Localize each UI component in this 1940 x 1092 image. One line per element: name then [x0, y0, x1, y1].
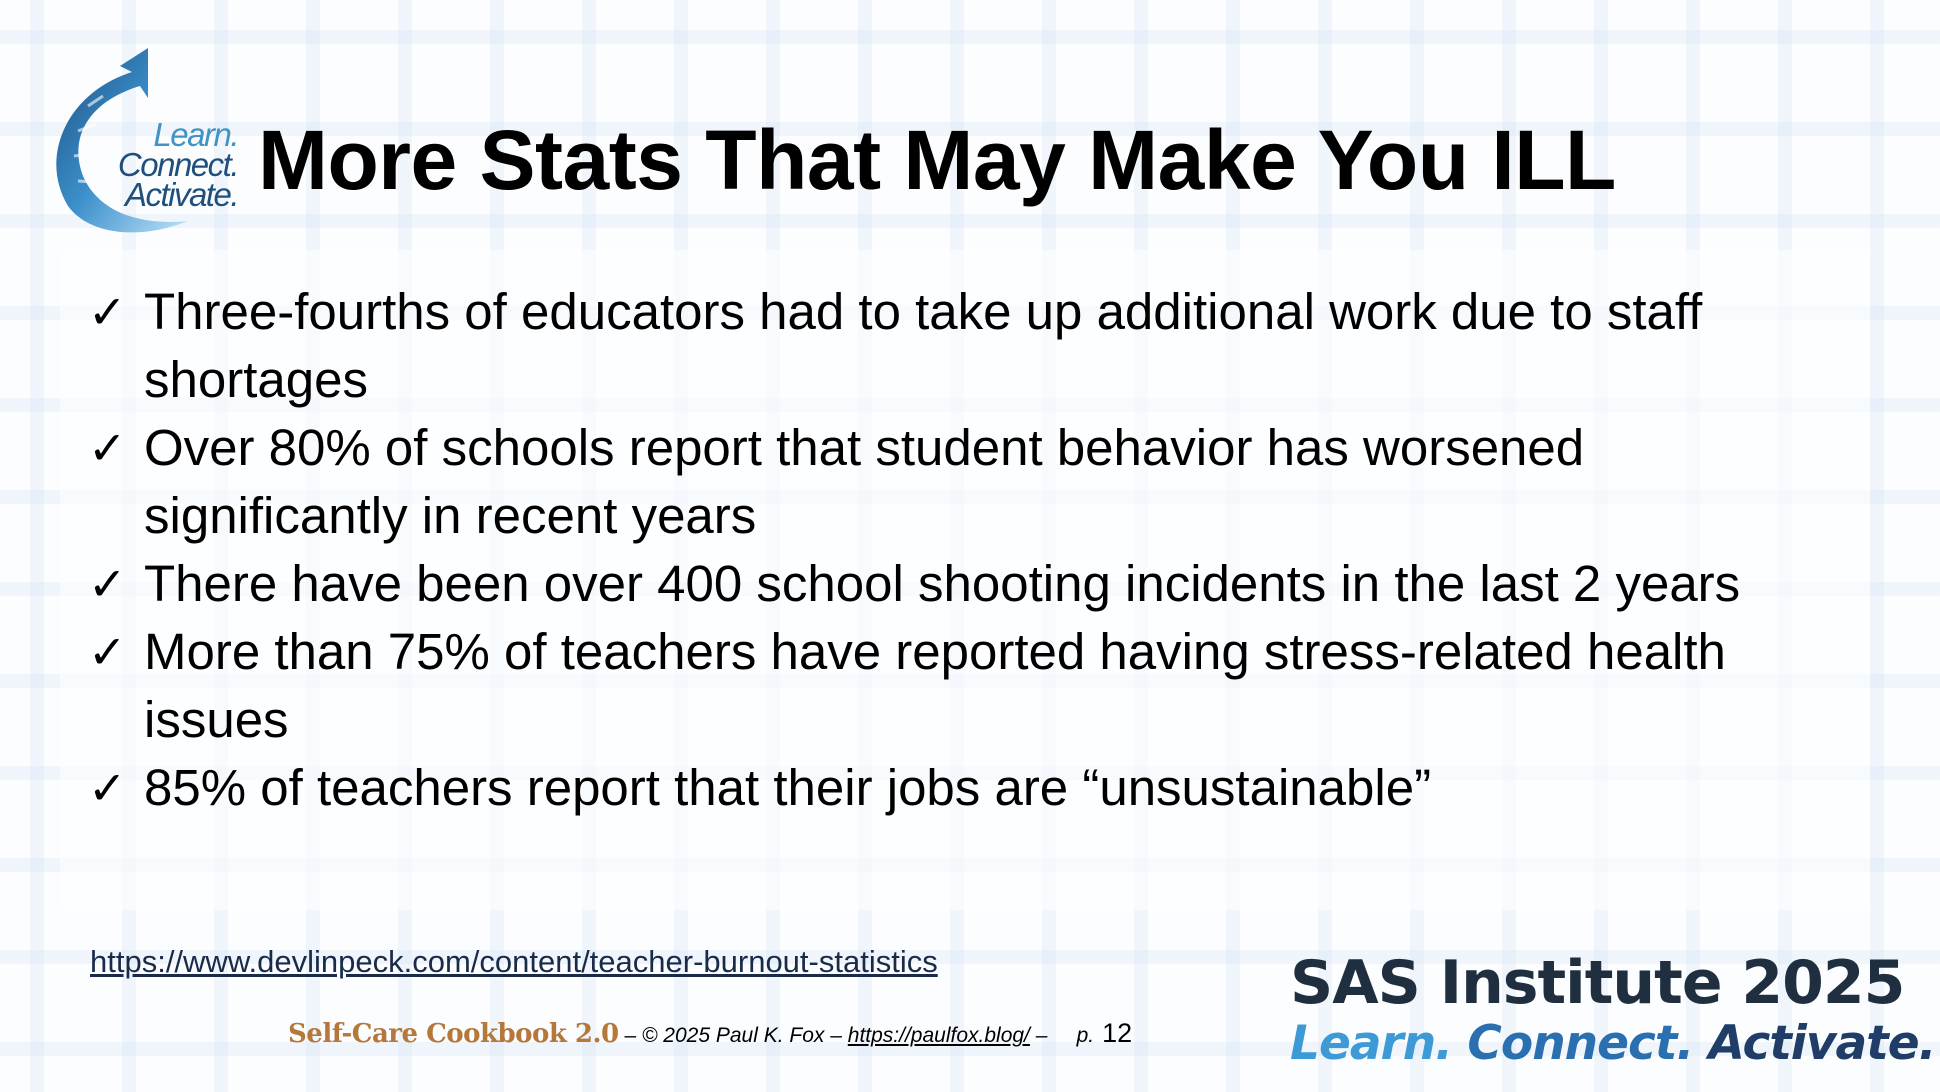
bullet-item: [88, 414, 1808, 550]
bullet-item: [88, 550, 1808, 618]
sas-tagline: [1290, 1016, 1936, 1072]
checkmark-icon: ✓: [88, 625, 127, 679]
bullet-item: [88, 278, 1808, 414]
bullet-item: [88, 618, 1808, 754]
sas-title: SAS Institute 2025: [1290, 948, 1905, 1018]
checkmark-icon: ✓: [88, 557, 127, 611]
bullet-text: Three-fourths of educators had to take up additional work due to staff shortages: [144, 283, 1703, 408]
bullet-text: More than 75% of teachers have reported having stress-related health issues: [144, 623, 1726, 748]
sas-tag-activate: Activate.: [1693, 1016, 1936, 1071]
source-link[interactable]: https://www.devlinpeck.com/content/teacher-burnout-statistics: [90, 944, 938, 979]
bullet-item: [88, 754, 1808, 822]
bullet-text: Over 80% of schools report that student behavior has worsened significantly in recent years: [144, 419, 1585, 544]
sas-institute-logo: [1290, 948, 1936, 1072]
footer-brand: Self-Care Cookbook 2.0: [288, 1019, 619, 1049]
checkmark-icon: ✓: [88, 421, 127, 475]
slide-title: More Stats That May Make You ILL: [258, 113, 1616, 207]
logo-line-connect: Connect.: [117, 146, 238, 183]
footer-separator-page: – p.: [1029, 1024, 1095, 1047]
sas-tag-connect: Connect.: [1452, 1016, 1694, 1071]
logo-text: [88, 116, 238, 213]
bullet-list: [88, 278, 1808, 822]
checkmark-icon: ✓: [88, 761, 127, 815]
checkmark-icon: ✓: [88, 285, 127, 339]
logo-line-learn: Learn.: [153, 116, 238, 153]
bullet-text: 85% of teachers report that their jobs are “unsustainable”: [144, 759, 1432, 816]
bullet-text: There have been over 400 school shooting incidents in the last 2 years: [144, 555, 1741, 612]
sas-tag-learn: Learn.: [1290, 1016, 1453, 1071]
footer: [288, 1018, 1132, 1049]
footer-separator: –: [618, 1024, 642, 1047]
page-number: 12: [1102, 1018, 1133, 1048]
logo-line-activate: Activate.: [124, 176, 238, 213]
footer-copyright: © 2025 Paul K. Fox –: [642, 1024, 848, 1047]
learn-connect-activate-logo: [28, 36, 238, 236]
footer-blog-link[interactable]: https://paulfox.blog/: [847, 1024, 1030, 1047]
